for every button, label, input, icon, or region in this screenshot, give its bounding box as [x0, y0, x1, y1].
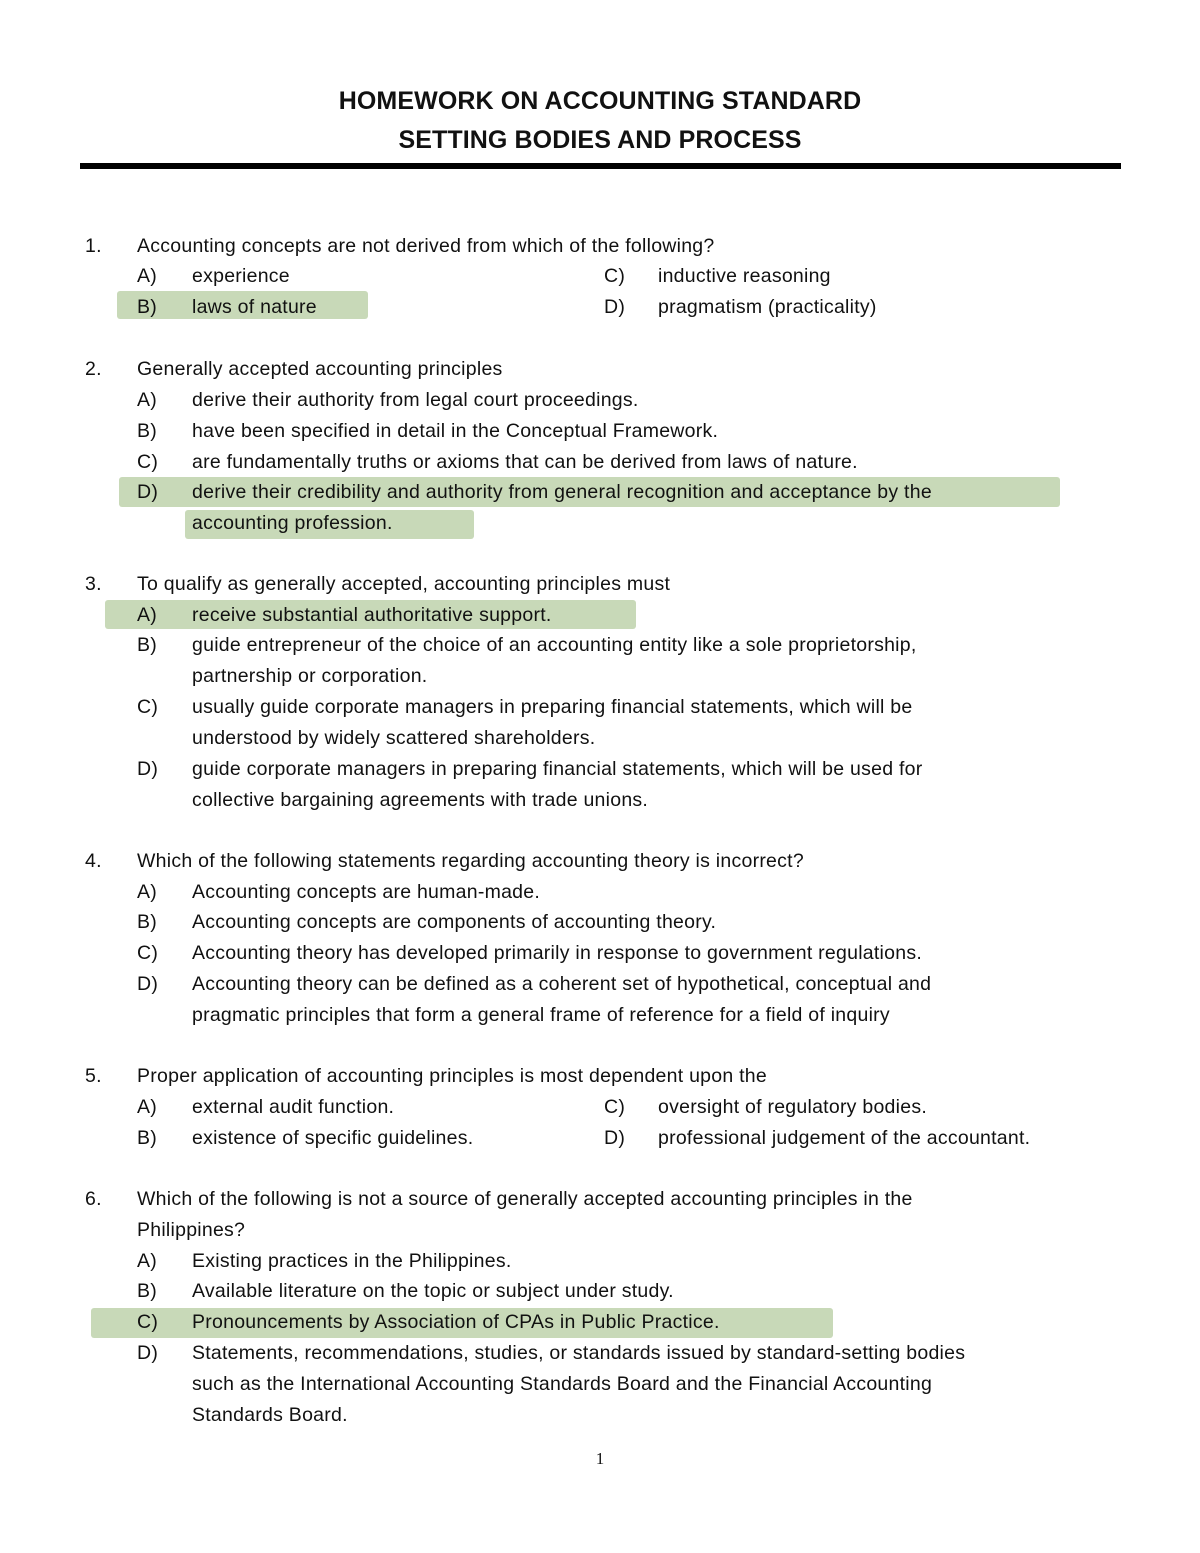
document-title-line-1: HOMEWORK ON ACCOUNTING STANDARD — [338, 87, 862, 115]
option-text: collective bargaining agreements with trade unions. — [192, 789, 649, 811]
option-letter: B) — [137, 1280, 157, 1302]
option-text: derive their authority from legal court proceedings. — [192, 389, 639, 411]
question-stem: Philippines? — [137, 1219, 246, 1241]
option-letter: A) — [137, 389, 157, 411]
option-letter: D) — [137, 481, 159, 503]
question-stem: Generally accepted accounting principles — [137, 358, 503, 380]
question-number: 2. — [85, 358, 102, 380]
option-text: Accounting theory has developed primarily in response to government regulations. — [192, 942, 922, 964]
option-text: professional judgement of the accountant. — [658, 1127, 1031, 1149]
title-divider — [80, 163, 1121, 169]
option-letter: B) — [137, 1127, 157, 1149]
option-letter: C) — [604, 265, 626, 287]
option-text: Existing practices in the Philippines. — [192, 1250, 512, 1272]
option-letter: C) — [137, 451, 159, 473]
page-number: 1 — [595, 1449, 605, 1468]
option-text: such as the International Accounting Standards Board and the Financial Accounting — [192, 1373, 933, 1395]
option-letter: D) — [137, 758, 159, 780]
option-letter: D) — [137, 973, 159, 995]
option-text: Standards Board. — [192, 1404, 348, 1426]
option-letter: C) — [137, 1311, 159, 1333]
option-text: Pronouncements by Association of CPAs in Public Practice. — [192, 1311, 720, 1333]
option-letter: A) — [137, 1096, 157, 1118]
option-text: understood by widely scattered shareholders. — [192, 727, 596, 749]
option-text: pragmatism (practicality) — [658, 296, 877, 318]
question-stem: Proper application of accounting principles is most dependent upon the — [137, 1065, 767, 1087]
option-text: guide entrepreneur of the choice of an accounting entity like a sole proprietorship, — [192, 634, 917, 656]
option-letter: C) — [137, 696, 159, 718]
option-text: usually guide corporate managers in preparing financial statements, which will be — [192, 696, 913, 718]
option-text: oversight of regulatory bodies. — [658, 1096, 927, 1118]
option-text: laws of nature — [192, 296, 317, 318]
option-text: Accounting concepts are human-made. — [192, 881, 541, 903]
option-letter: A) — [137, 881, 157, 903]
option-text: experience — [192, 265, 290, 287]
option-text: have been specified in detail in the Conceptual Framework. — [192, 420, 719, 442]
option-letter: A) — [137, 265, 157, 287]
question-stem: Which of the following is not a source of generally accepted accounting principles in the — [137, 1188, 913, 1210]
option-text: existence of specific guidelines. — [192, 1127, 474, 1149]
option-text: Accounting concepts are components of accounting theory. — [192, 911, 717, 933]
option-text: accounting profession. — [192, 512, 393, 534]
option-text: Accounting theory can be defined as a coherent set of hypothetical, conceptual and — [192, 973, 932, 995]
question-stem: Accounting concepts are not derived from which of the following? — [137, 235, 715, 257]
option-text: partnership or corporation. — [192, 665, 428, 687]
option-letter: A) — [137, 1250, 157, 1272]
question-number: 3. — [85, 573, 102, 595]
option-text: pragmatic principles that form a general frame of reference for a field of inquiry — [192, 1004, 890, 1026]
question-stem: To qualify as generally accepted, accounting principles must — [137, 573, 671, 595]
option-text: inductive reasoning — [658, 265, 831, 287]
option-letter: D) — [604, 296, 626, 318]
question-stem: Which of the following statements regarding accounting theory is incorrect? — [137, 850, 804, 872]
option-text: derive their credibility and authority from general recognition and acceptance by the — [192, 481, 932, 503]
option-letter: B) — [137, 911, 157, 933]
option-letter: B) — [137, 634, 157, 656]
question-number: 6. — [85, 1188, 102, 1210]
option-text: Available literature on the topic or subject under study. — [192, 1280, 674, 1302]
option-letter: C) — [137, 942, 159, 964]
option-letter: C) — [604, 1096, 626, 1118]
option-letter: D) — [604, 1127, 626, 1149]
question-number: 5. — [85, 1065, 102, 1087]
option-text: guide corporate managers in preparing financial statements, which will be used for — [192, 758, 923, 780]
option-letter: B) — [137, 420, 157, 442]
option-text: external audit function. — [192, 1096, 395, 1118]
document-title-line-2: SETTING BODIES AND PROCESS — [398, 126, 802, 154]
option-letter: A) — [137, 604, 157, 626]
option-text: receive substantial authoritative support. — [192, 604, 552, 626]
option-text: are fundamentally truths or axioms that can be derived from laws of nature. — [192, 451, 858, 473]
question-number: 1. — [85, 235, 102, 257]
option-letter: D) — [137, 1342, 159, 1364]
option-letter: B) — [137, 296, 157, 318]
question-number: 4. — [85, 850, 102, 872]
option-text: Statements, recommendations, studies, or standards issued by standard-setting bodies — [192, 1342, 966, 1364]
